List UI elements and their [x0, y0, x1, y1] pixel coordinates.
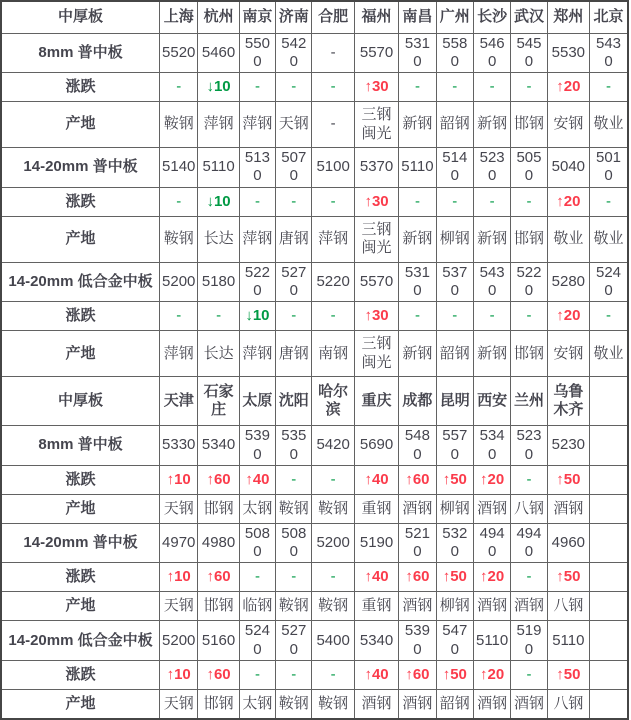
origin-cell: 太钢 [239, 494, 275, 523]
city-header-cell: 杭州 [198, 1, 239, 33]
origin-cell: 敬业 [547, 216, 589, 262]
empty-cell [590, 426, 628, 466]
change-cell: - [511, 187, 547, 216]
change-cell: - [399, 302, 436, 331]
city-header-cell: 南京 [239, 1, 275, 33]
row-label-cell: 产地 [1, 102, 160, 148]
origin-cell: 天钢 [160, 592, 198, 621]
city-header-cell: 重庆 [354, 377, 398, 426]
price-cell: 5110 [198, 148, 239, 188]
price-cell: 5570 [354, 262, 398, 302]
empty-cell [590, 377, 628, 426]
change-cell: ↓10 [198, 73, 239, 102]
row-label-cell: 14-20mm 普中板 [1, 523, 160, 563]
change-cell: - [239, 187, 275, 216]
row-label-cell: 涨跌 [1, 661, 160, 690]
price-cell: 5050 [511, 148, 547, 188]
price-cell: 5200 [160, 262, 198, 302]
origin-row [1, 592, 628, 621]
row-label-cell: 14-20mm 低合金中板 [1, 621, 160, 661]
price-cell: 5400 [312, 621, 354, 661]
price-cell: 5070 [276, 148, 312, 188]
change-cell: - [276, 563, 312, 592]
origin-cell: 重钢 [354, 592, 398, 621]
change-cell: - [312, 187, 354, 216]
origin-row [1, 494, 628, 523]
price-cell: 4940 [511, 523, 547, 563]
change-cell: - [511, 465, 547, 494]
origin-row [1, 690, 628, 719]
price-row [1, 33, 628, 73]
change-cell: - [239, 563, 275, 592]
empty-cell [590, 494, 628, 523]
price-cell: 5580 [436, 33, 473, 73]
city-header-cell: 济南 [276, 1, 312, 33]
price-cell: 4960 [547, 523, 589, 563]
price-row [1, 426, 628, 466]
origin-cell: 天钢 [276, 102, 312, 148]
row-label-cell: 8mm 普中板 [1, 426, 160, 466]
price-cell: 5470 [436, 621, 473, 661]
change-row [1, 302, 628, 331]
row-label-cell: 涨跌 [1, 465, 160, 494]
change-cell: - [511, 73, 547, 102]
change-cell: - [590, 73, 628, 102]
origin-cell: 酒钢 [511, 592, 547, 621]
city-header-cell: 乌鲁木齐 [547, 377, 589, 426]
price-cell: 5690 [354, 426, 398, 466]
city-header-cell: 福州 [354, 1, 398, 33]
origin-cell: 鞍钢 [312, 592, 354, 621]
change-cell: ↓10 [239, 302, 275, 331]
origin-cell: 三钢闽光 [354, 102, 398, 148]
city-header-cell: 南昌 [399, 1, 436, 33]
origin-cell: 邯钢 [511, 216, 547, 262]
origin-cell: 鞍钢 [312, 690, 354, 719]
empty-cell [590, 465, 628, 494]
price-cell: 5420 [276, 33, 312, 73]
price-cell: 5220 [239, 262, 275, 302]
origin-cell: 敬业 [590, 331, 628, 377]
change-cell: - [160, 187, 198, 216]
change-cell: ↑40 [354, 661, 398, 690]
origin-cell: 酒钢 [511, 690, 547, 719]
city-header-cell: 长沙 [473, 1, 510, 33]
change-cell: - [160, 302, 198, 331]
origin-cell: 鞍钢 [276, 494, 312, 523]
change-cell: - [399, 73, 436, 102]
change-cell: - [312, 661, 354, 690]
origin-cell: 韶钢 [436, 331, 473, 377]
price-cell: 5210 [399, 523, 436, 563]
origin-cell: - [312, 102, 354, 148]
change-cell: ↑30 [354, 73, 398, 102]
price-cell: 4970 [160, 523, 198, 563]
change-cell: ↑60 [399, 661, 436, 690]
origin-cell: 长达 [198, 216, 239, 262]
origin-cell: 酒钢 [473, 592, 510, 621]
price-cell: 5330 [160, 426, 198, 466]
table-title-cell: 中厚板 [1, 377, 160, 426]
row-label-cell: 8mm 普中板 [1, 33, 160, 73]
price-cell: 5190 [354, 523, 398, 563]
price-cell: 5230 [547, 426, 589, 466]
change-cell: - [312, 73, 354, 102]
price-cell: 5110 [399, 148, 436, 188]
change-cell: - [511, 661, 547, 690]
origin-cell: 邯钢 [198, 592, 239, 621]
origin-cell: 萍钢 [160, 331, 198, 377]
price-row [1, 621, 628, 661]
empty-cell [590, 523, 628, 563]
price-row [1, 148, 628, 188]
section-1-header-row [1, 1, 628, 33]
origin-cell: 新钢 [399, 331, 436, 377]
origin-cell: 邯钢 [198, 494, 239, 523]
change-row [1, 563, 628, 592]
change-cell: ↑20 [547, 73, 589, 102]
change-cell: ↑40 [354, 563, 398, 592]
change-cell: - [436, 73, 473, 102]
price-cell: 5080 [239, 523, 275, 563]
origin-row [1, 102, 628, 148]
city-header-cell: 武汉 [511, 1, 547, 33]
origin-cell: 韶钢 [436, 690, 473, 719]
change-cell: ↑40 [354, 465, 398, 494]
price-row [1, 262, 628, 302]
change-cell: ↓10 [198, 187, 239, 216]
price-cell: 5230 [511, 426, 547, 466]
change-cell: ↑20 [473, 661, 510, 690]
origin-cell: 新钢 [473, 102, 510, 148]
price-cell: 5390 [399, 621, 436, 661]
price-cell: 5500 [239, 33, 275, 73]
change-cell: ↑50 [547, 563, 589, 592]
origin-cell: 鞍钢 [160, 102, 198, 148]
price-cell: 5460 [473, 33, 510, 73]
origin-cell: 柳钢 [436, 216, 473, 262]
price-cell: 5350 [276, 426, 312, 466]
city-header-cell: 郑州 [547, 1, 589, 33]
change-cell: ↑50 [436, 563, 473, 592]
change-cell: - [198, 302, 239, 331]
price-cell: 5450 [511, 33, 547, 73]
origin-cell: 酒钢 [399, 494, 436, 523]
change-cell: - [276, 187, 312, 216]
price-cell: 5530 [547, 33, 589, 73]
price-cell: 5200 [160, 621, 198, 661]
city-header-cell: 西安 [473, 377, 510, 426]
price-cell: 5040 [547, 148, 589, 188]
city-header-cell: 北京 [590, 1, 628, 33]
row-label-cell: 涨跌 [1, 73, 160, 102]
row-label-cell: 产地 [1, 690, 160, 719]
row-label-cell: 产地 [1, 494, 160, 523]
origin-cell: 安钢 [547, 331, 589, 377]
city-header-cell: 太原 [239, 377, 275, 426]
empty-cell [590, 592, 628, 621]
section-2-header-row [1, 377, 628, 426]
city-header-cell: 广州 [436, 1, 473, 33]
change-cell: - [473, 73, 510, 102]
change-cell: ↑50 [547, 465, 589, 494]
empty-cell [590, 621, 628, 661]
change-row [1, 73, 628, 102]
price-cell: 5370 [354, 148, 398, 188]
origin-cell: 萍钢 [312, 216, 354, 262]
price-cell: 5140 [436, 148, 473, 188]
empty-cell [590, 690, 628, 719]
city-header-cell: 成都 [399, 377, 436, 426]
origin-cell: 新钢 [399, 102, 436, 148]
price-cell: 5430 [473, 262, 510, 302]
origin-cell: 新钢 [473, 331, 510, 377]
origin-cell: 敬业 [590, 102, 628, 148]
price-cell: 5220 [511, 262, 547, 302]
price-cell: 5390 [239, 426, 275, 466]
change-cell: - [312, 563, 354, 592]
price-cell: 5340 [198, 426, 239, 466]
change-cell: ↑20 [473, 563, 510, 592]
price-cell: 5340 [354, 621, 398, 661]
origin-cell: 八钢 [547, 690, 589, 719]
row-label-cell: 涨跌 [1, 302, 160, 331]
change-cell: - [436, 302, 473, 331]
change-cell: - [399, 187, 436, 216]
origin-cell: 鞍钢 [312, 494, 354, 523]
origin-cell: 鞍钢 [276, 592, 312, 621]
price-cell: 5010 [590, 148, 628, 188]
change-cell: ↑50 [547, 661, 589, 690]
origin-cell: 重钢 [354, 494, 398, 523]
change-cell: ↑20 [473, 465, 510, 494]
price-cell: 5570 [436, 426, 473, 466]
city-header-cell: 上海 [160, 1, 198, 33]
price-cell: 5180 [198, 262, 239, 302]
change-cell: ↑60 [198, 661, 239, 690]
price-cell: 4940 [473, 523, 510, 563]
change-cell: ↑50 [436, 661, 473, 690]
change-cell: - [511, 302, 547, 331]
price-cell: 5310 [399, 33, 436, 73]
origin-cell: 酒钢 [399, 690, 436, 719]
change-cell: - [436, 187, 473, 216]
city-header-cell: 石家庄 [198, 377, 239, 426]
price-cell: 5270 [276, 621, 312, 661]
change-cell: ↑10 [160, 465, 198, 494]
price-cell: 4980 [198, 523, 239, 563]
price-cell: 5520 [160, 33, 198, 73]
origin-cell: 唐钢 [276, 216, 312, 262]
origin-cell: 酒钢 [399, 592, 436, 621]
price-cell: 5270 [276, 262, 312, 302]
change-cell: ↑10 [160, 661, 198, 690]
change-cell: - [276, 661, 312, 690]
city-header-cell: 沈阳 [276, 377, 312, 426]
origin-row [1, 216, 628, 262]
change-cell: ↑20 [547, 302, 589, 331]
price-cell: 5110 [473, 621, 510, 661]
price-cell: 5240 [590, 262, 628, 302]
change-cell: ↑20 [547, 187, 589, 216]
change-row [1, 187, 628, 216]
change-cell: - [511, 563, 547, 592]
city-header-cell: 哈尔滨 [312, 377, 354, 426]
origin-cell: 萍钢 [239, 216, 275, 262]
origin-cell: 柳钢 [436, 494, 473, 523]
change-cell: - [312, 465, 354, 494]
price-cell: 5140 [160, 148, 198, 188]
change-cell: ↑60 [198, 563, 239, 592]
row-label-cell: 产地 [1, 331, 160, 377]
empty-cell [590, 661, 628, 690]
change-cell: ↑10 [160, 563, 198, 592]
origin-cell: 酒钢 [473, 690, 510, 719]
change-cell: ↑60 [198, 465, 239, 494]
origin-cell: 鞍钢 [276, 690, 312, 719]
origin-cell: 萍钢 [198, 102, 239, 148]
origin-cell: 八钢 [511, 494, 547, 523]
price-cell: - [312, 33, 354, 73]
origin-cell: 太钢 [239, 690, 275, 719]
city-header-cell: 昆明 [436, 377, 473, 426]
change-cell: - [473, 302, 510, 331]
row-label-cell: 产地 [1, 592, 160, 621]
change-row [1, 465, 628, 494]
price-cell: 5160 [198, 621, 239, 661]
origin-cell: 唐钢 [276, 331, 312, 377]
origin-cell: 邯钢 [198, 690, 239, 719]
price-cell: 5080 [276, 523, 312, 563]
origin-cell: 南钢 [312, 331, 354, 377]
change-row [1, 661, 628, 690]
price-cell: 5310 [399, 262, 436, 302]
origin-cell: 新钢 [473, 216, 510, 262]
price-cell: 5110 [547, 621, 589, 661]
origin-cell: 柳钢 [436, 592, 473, 621]
origin-cell: 酒钢 [473, 494, 510, 523]
city-header-cell: 天津 [160, 377, 198, 426]
origin-cell: 天钢 [160, 690, 198, 719]
price-row [1, 523, 628, 563]
row-label-cell: 涨跌 [1, 187, 160, 216]
change-cell: - [160, 73, 198, 102]
row-label-cell: 14-20mm 普中板 [1, 148, 160, 188]
price-cell: 5340 [473, 426, 510, 466]
origin-cell: 安钢 [547, 102, 589, 148]
price-cell: 5480 [399, 426, 436, 466]
price-cell: 5100 [312, 148, 354, 188]
change-cell: - [590, 187, 628, 216]
price-cell: 5570 [354, 33, 398, 73]
price-table-body [1, 1, 628, 719]
change-cell: - [312, 302, 354, 331]
change-cell: ↑50 [436, 465, 473, 494]
price-cell: 5240 [239, 621, 275, 661]
change-cell: ↑60 [399, 465, 436, 494]
origin-cell: 萍钢 [239, 102, 275, 148]
change-cell: ↑40 [239, 465, 275, 494]
origin-cell: 敬业 [590, 216, 628, 262]
origin-cell: 酒钢 [354, 690, 398, 719]
origin-cell: 三钢闽光 [354, 331, 398, 377]
change-cell: - [276, 302, 312, 331]
change-cell: - [239, 661, 275, 690]
price-cell: 5220 [312, 262, 354, 302]
origin-cell: 长达 [198, 331, 239, 377]
empty-cell [590, 563, 628, 592]
change-cell: - [239, 73, 275, 102]
row-label-cell: 14-20mm 低合金中板 [1, 262, 160, 302]
price-cell: 5280 [547, 262, 589, 302]
city-header-cell: 合肥 [312, 1, 354, 33]
table-title-cell: 中厚板 [1, 1, 160, 33]
origin-cell: 韶钢 [436, 102, 473, 148]
change-cell: - [590, 302, 628, 331]
origin-cell: 邯钢 [511, 331, 547, 377]
row-label-cell: 产地 [1, 216, 160, 262]
row-label-cell: 涨跌 [1, 563, 160, 592]
price-cell: 5370 [436, 262, 473, 302]
change-cell: - [276, 465, 312, 494]
price-cell: 5320 [436, 523, 473, 563]
price-cell: 5190 [511, 621, 547, 661]
origin-cell: 邯钢 [511, 102, 547, 148]
origin-cell: 天钢 [160, 494, 198, 523]
origin-cell: 鞍钢 [160, 216, 198, 262]
change-cell: ↑30 [354, 187, 398, 216]
change-cell: ↑30 [354, 302, 398, 331]
price-cell: 5460 [198, 33, 239, 73]
change-cell: - [276, 73, 312, 102]
city-header-cell: 兰州 [511, 377, 547, 426]
price-cell: 5200 [312, 523, 354, 563]
price-cell: 5430 [590, 33, 628, 73]
origin-row [1, 331, 628, 377]
origin-cell: 萍钢 [239, 331, 275, 377]
change-cell: - [473, 187, 510, 216]
origin-cell: 临钢 [239, 592, 275, 621]
origin-cell: 酒钢 [547, 494, 589, 523]
price-cell: 5230 [473, 148, 510, 188]
price-cell: 5130 [239, 148, 275, 188]
origin-cell: 新钢 [399, 216, 436, 262]
origin-cell: 八钢 [547, 592, 589, 621]
price-cell: 5420 [312, 426, 354, 466]
change-cell: ↑60 [399, 563, 436, 592]
origin-cell: 三钢闽光 [354, 216, 398, 262]
